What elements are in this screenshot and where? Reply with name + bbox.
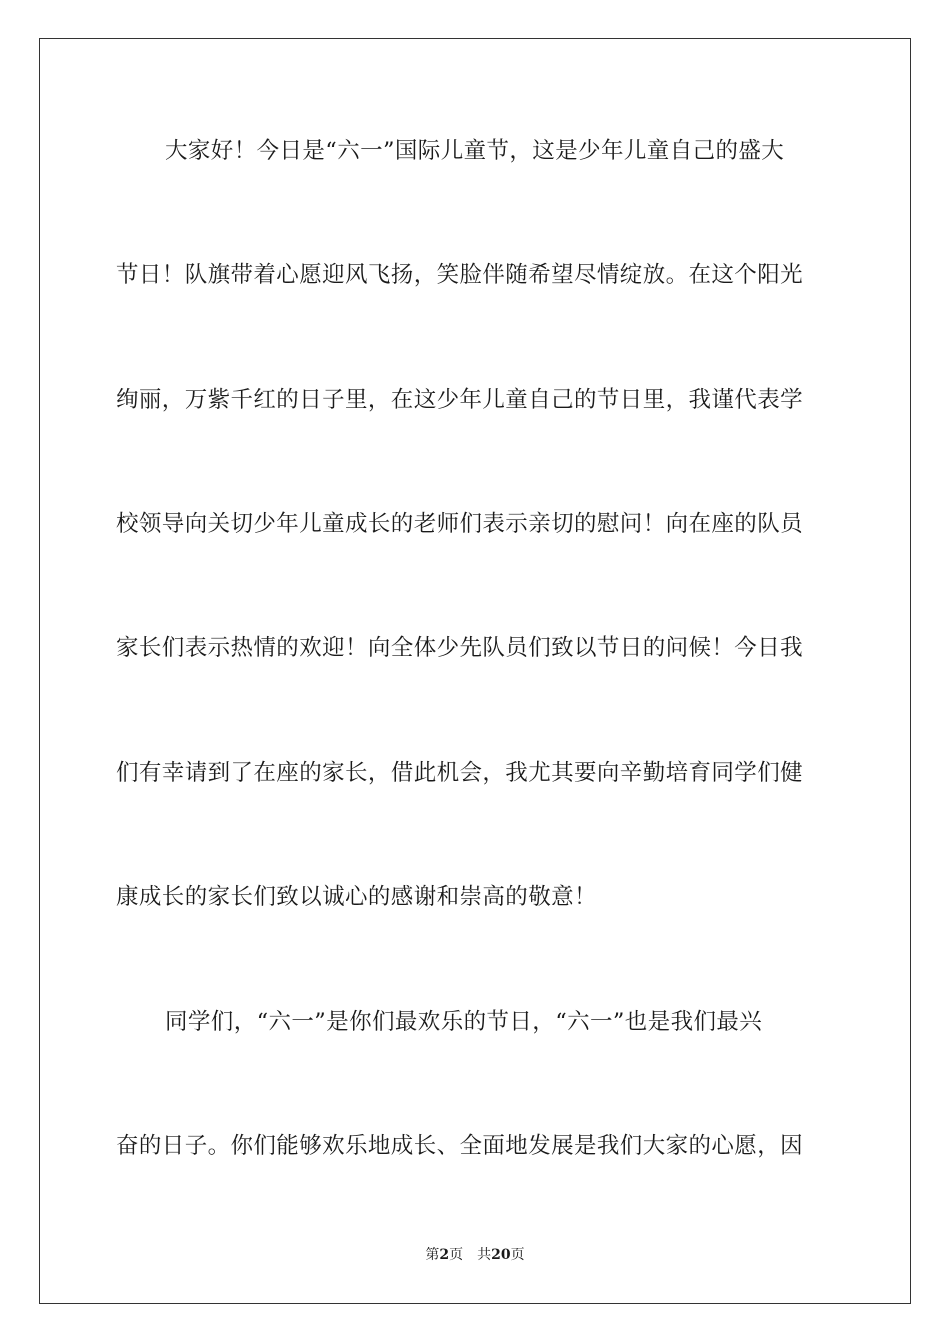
paragraph-line: 大家好！今日是“六一”国际儿童节，这是少年儿童自己的盛大	[165, 138, 785, 164]
page-footer	[0, 1246, 950, 1264]
total-pages: 20	[491, 1247, 511, 1263]
page-suffix: 页	[449, 1247, 464, 1263]
page-prefix: 第	[425, 1247, 440, 1263]
paragraph-line: 节日！队旗带着心愿迎风飞扬，笑脸伴随希望尽情绽放。在这个阳光	[116, 262, 804, 288]
paragraph-line: 康成长的家长们致以诚心的感谢和崇高的敬意！	[116, 884, 597, 910]
paragraph-line: 同学们，“六一”是你们最欢乐的节日，“六一”也是我们最兴	[165, 1009, 763, 1035]
paragraph-line: 奋的日子。你们能够欢乐地成长、全面地发展是我们大家的心愿，因	[116, 1133, 804, 1159]
paragraph-line: 们有幸请到了在座的家长，借此机会，我尤其要向辛勤培育同学们健	[116, 760, 804, 786]
paragraph-line: 家长们表示热情的欢迎！向全体少先队员们致以节日的问候！今日我	[116, 635, 804, 661]
page-border	[39, 38, 911, 1304]
paragraph-line: 校领导向关切少年儿童成长的老师们表示亲切的慰问！向在座的队员	[116, 511, 804, 537]
total-suffix: 页	[510, 1247, 525, 1263]
page-number: 2	[439, 1247, 450, 1263]
paragraph-line: 绚丽，万紫千红的日子里，在这少年儿童自己的节日里，我谨代表学	[116, 387, 804, 413]
total-prefix: 共	[477, 1247, 492, 1263]
